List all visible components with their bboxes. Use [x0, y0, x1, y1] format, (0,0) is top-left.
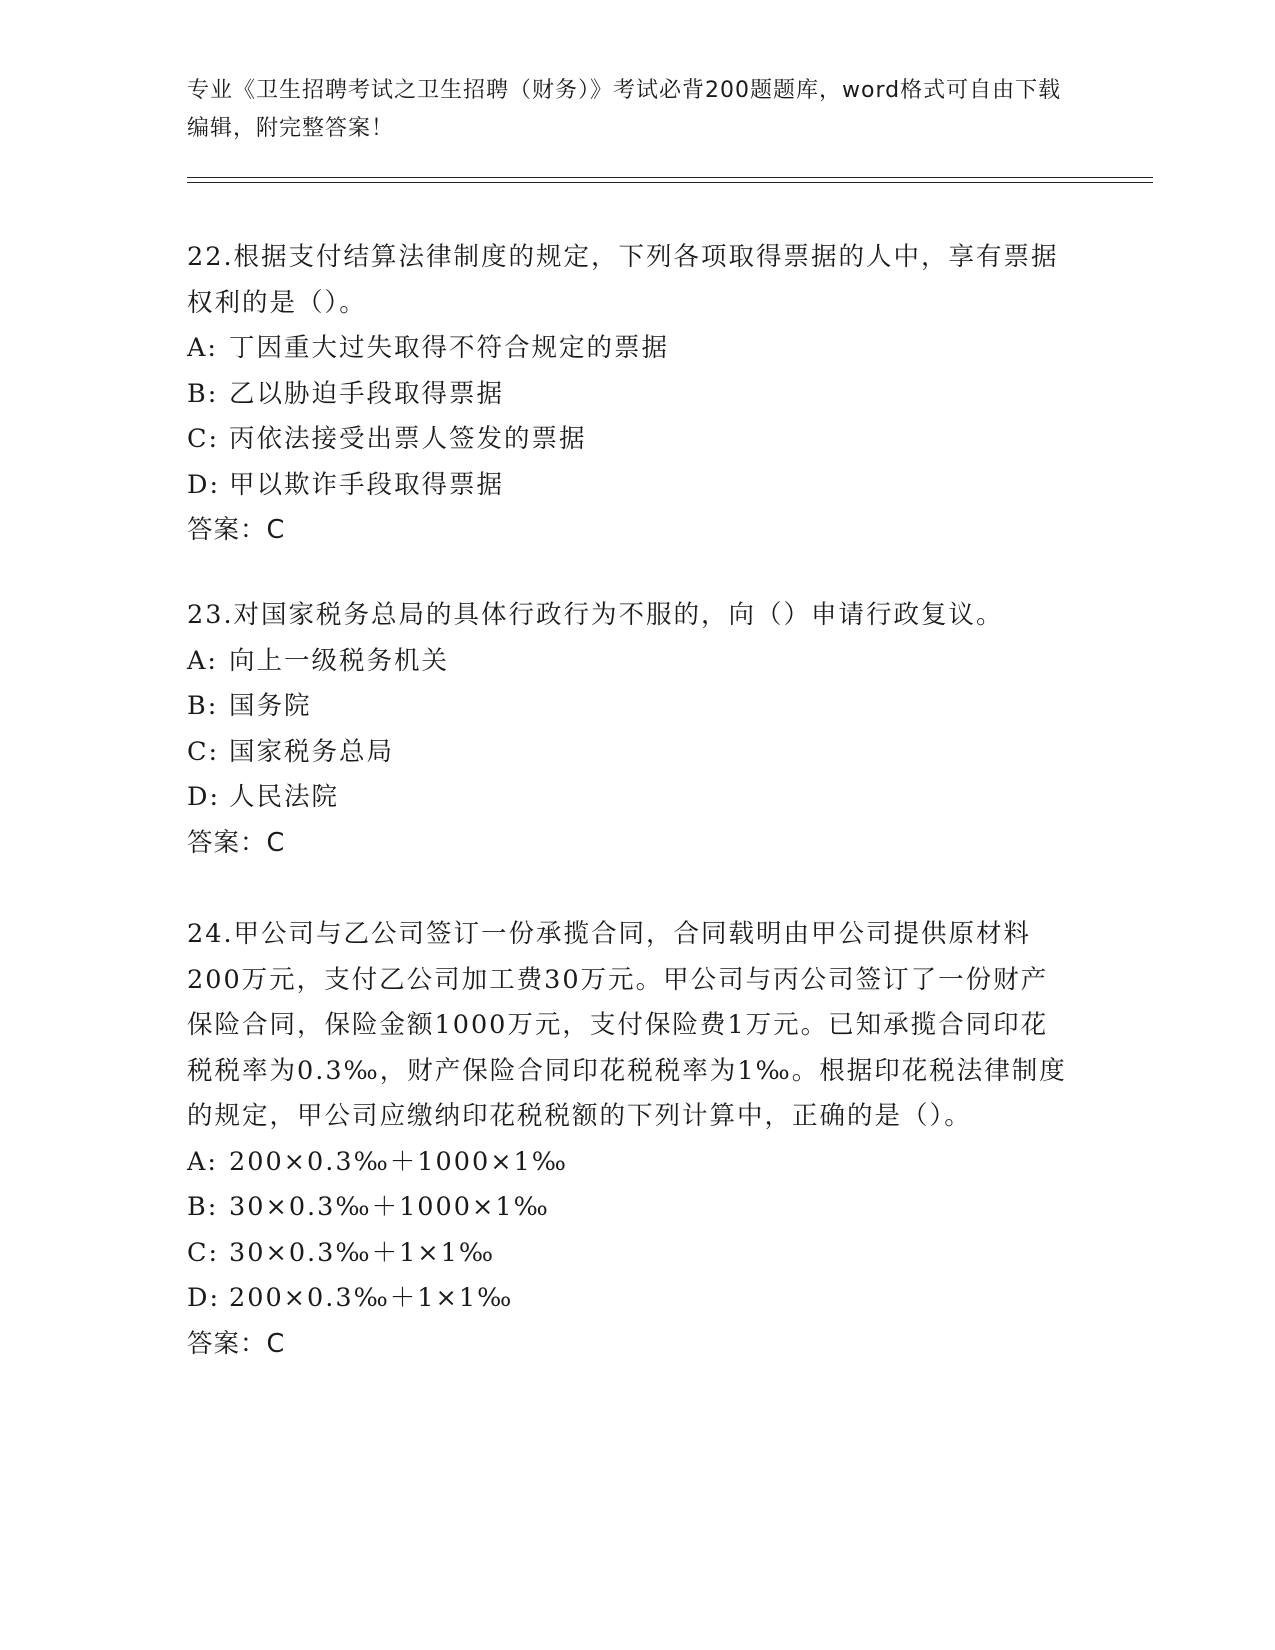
option-key: D:	[187, 782, 221, 812]
option-key: B:	[187, 1192, 219, 1222]
question-24	[187, 912, 1067, 1367]
option-d	[187, 463, 1067, 509]
option-key: B:	[187, 691, 219, 721]
option-key: B:	[187, 378, 219, 409]
header-divider-bottom	[187, 182, 1153, 183]
option-b	[187, 372, 1067, 418]
option-key: A:	[187, 1146, 219, 1177]
option-text: 乙以胁迫手段取得票据	[229, 378, 505, 409]
option-text: 甲以欺诈手段取得票据	[229, 469, 505, 500]
question-22	[187, 235, 1067, 554]
option-key: A:	[187, 645, 219, 676]
option-text: 丁因重大过失取得不符合规定的票据	[229, 333, 670, 363]
option-key: D:	[187, 469, 221, 500]
option-text: 国家税务总局	[229, 736, 395, 767]
option-text: 丙依法接受出票人签发的票据	[229, 424, 587, 454]
option-b	[187, 684, 1067, 730]
option-key: C:	[187, 424, 220, 454]
answer-line: 答案：C	[187, 827, 286, 858]
option-text: 30×0.3‰＋1000×1‰	[229, 1192, 550, 1222]
option-key: C:	[187, 1237, 220, 1268]
option-d	[187, 1276, 1067, 1322]
question-stem: 22.根据支付结算法律制度的规定，下列各项取得票据的人中，享有票据权利的是（）。	[187, 242, 1059, 318]
option-c	[187, 730, 1067, 776]
answer-line: 答案：C	[187, 515, 286, 545]
option-key: D:	[187, 1283, 221, 1313]
question-23	[187, 593, 1067, 866]
document-header: 专业《卫生招聘考试之卫生招聘（财务）》考试必背200题题库，word格式可自由下载编辑，附完整答案！	[187, 78, 1062, 141]
option-c	[187, 417, 1067, 463]
option-text: 国务院	[229, 691, 312, 721]
option-text: 人民法院	[229, 782, 340, 812]
option-a	[187, 639, 1067, 685]
option-text: 30×0.3‰＋1×1‰	[229, 1237, 496, 1268]
option-key: C:	[187, 736, 220, 767]
option-a	[187, 326, 1067, 372]
option-text: 200×0.3‰＋1×1‰	[229, 1283, 514, 1313]
option-c	[187, 1231, 1067, 1277]
answer-line: 答案：C	[187, 1328, 286, 1359]
question-stem: 24.甲公司与乙公司签订一份承揽合同，合同载明由甲公司提供原材料200万元，支付乙公司加工费30万元。甲公司与丙公司签订了一份财产保险合同，保险金额1000万元，支付保险费1万元。已知承揽合同印花税税率为0.3‰，财产保险合同印花税税率为1‰。根据印花税法律制度的规定，甲公司应缴纳印花税税额的下列计算中，正确的是（）。	[187, 919, 1067, 1131]
option-a	[187, 1140, 1067, 1186]
option-text: 200×0.3‰＋1000×1‰	[229, 1146, 569, 1177]
question-stem: 23.对国家税务总局的具体行政行为不服的，向（）申请行政复议。	[187, 600, 1004, 630]
option-d	[187, 775, 1067, 821]
header-divider-top	[187, 177, 1153, 178]
option-b	[187, 1185, 1067, 1231]
option-text: 向上一级税务机关	[229, 645, 450, 676]
option-key: A:	[187, 333, 219, 363]
